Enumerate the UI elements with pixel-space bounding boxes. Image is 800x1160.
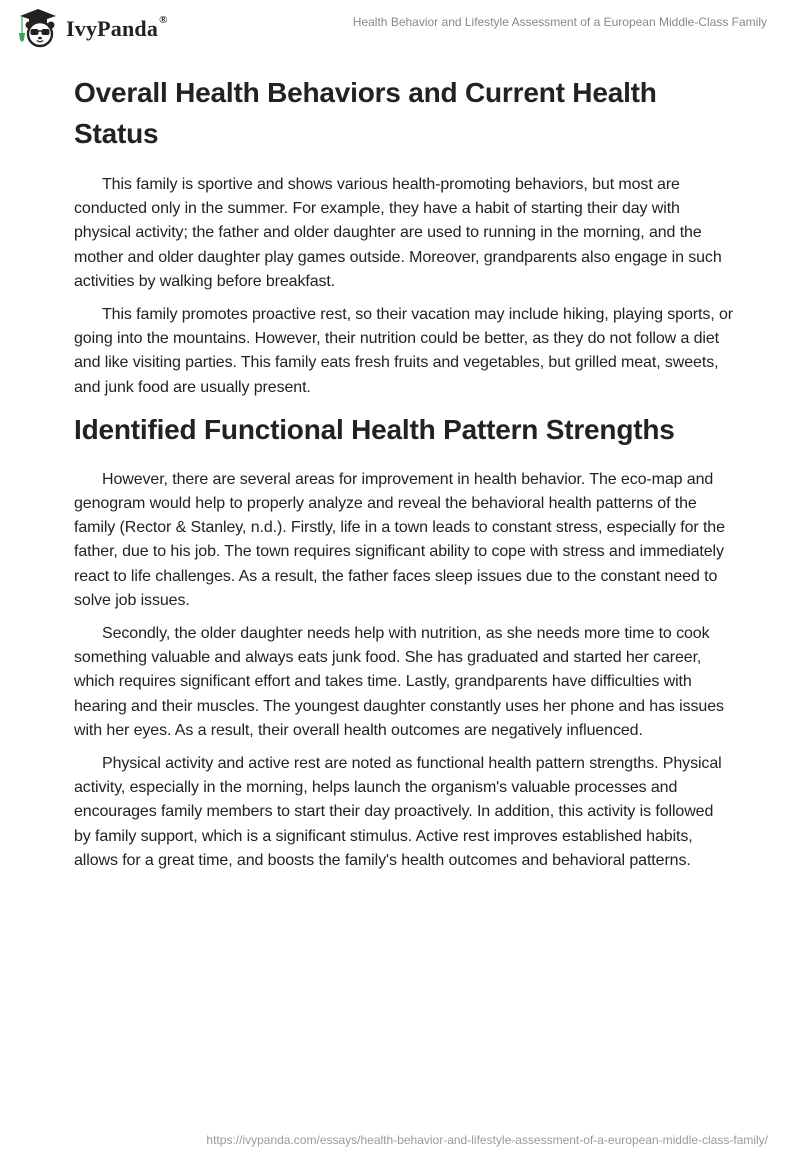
paragraph: This family is sportive and shows various health-promoting behaviors, but most are conducted only in the summer. For example, they have a habit of starting their day with physical activity; the father and older daughter are used to running in the morning, and the mother and older daughter play games outside. Moreover, grandparents also engage in such activities by walking before breakfast.	[74, 176, 722, 290]
paragraph: Physical activity and active rest are noted as functional health pattern strengths. Physical activity, especially in the morning, helps launch the organism's valuable processes and encourages family members to start their day proactively. In addition, this activity is followed by family support, which is a significant stimulus. Active rest improves established habits, allows for a great time, and boosts the family's health outcomes and behavioral patterns.	[74, 755, 722, 869]
logo-wordmark: IvyPanda®	[66, 14, 168, 41]
panda-graduate-icon	[16, 7, 60, 49]
paragraph: Secondly, the older daughter needs help with nutrition, as she needs more time to cook something valuable and always eats junk food. She has graduated and started her career, which requires significant effort and takes time. Lastly, grandparents have difficulties with hearing and their muscles. The youngest daughter constantly uses her phone and has issues with her eyes. As a result, their overall health outcomes are negatively influenced.	[74, 625, 724, 739]
page-header	[0, 0, 800, 56]
source-url-link[interactable]: https://ivypanda.com/essays/health-behavior-and-lifestyle-assessment-of-a-european-middle-class-family/	[206, 1133, 768, 1147]
section-heading: Overall Health Behaviors and Current Health Status	[74, 77, 657, 149]
paragraph: However, there are several areas for improvement in health behavior. The eco-map and genogram would help to properly analyze and reveal the behavioral health patterns of the family (Rector & Stanley, n.d.). Firstly, life in a town leads to constant stress, especially for the father, due to his job. The town requires significant ability to cope with stress and immediately react to life challenges. As a result, the father faces sleep issues due to the constant need to solve job issues.	[74, 470, 725, 609]
essay-body	[74, 70, 734, 882]
document-title: Health Behavior and Lifestyle Assessment of a European Middle-Class Family	[352, 15, 767, 29]
registered-mark: ®	[159, 14, 168, 26]
section-heading: Identified Functional Health Pattern Strengths	[74, 413, 675, 445]
paragraph: This family promotes proactive rest, so their vacation may include hiking, playing sports, or going into the mountains. However, their nutrition could be better, as they do not follow a diet and like visiting parties. This family eats fresh fruits and vegetables, but grilled meat, sweets, and junk food are usually present.	[74, 306, 733, 396]
ivypanda-logo[interactable]	[16, 8, 168, 48]
